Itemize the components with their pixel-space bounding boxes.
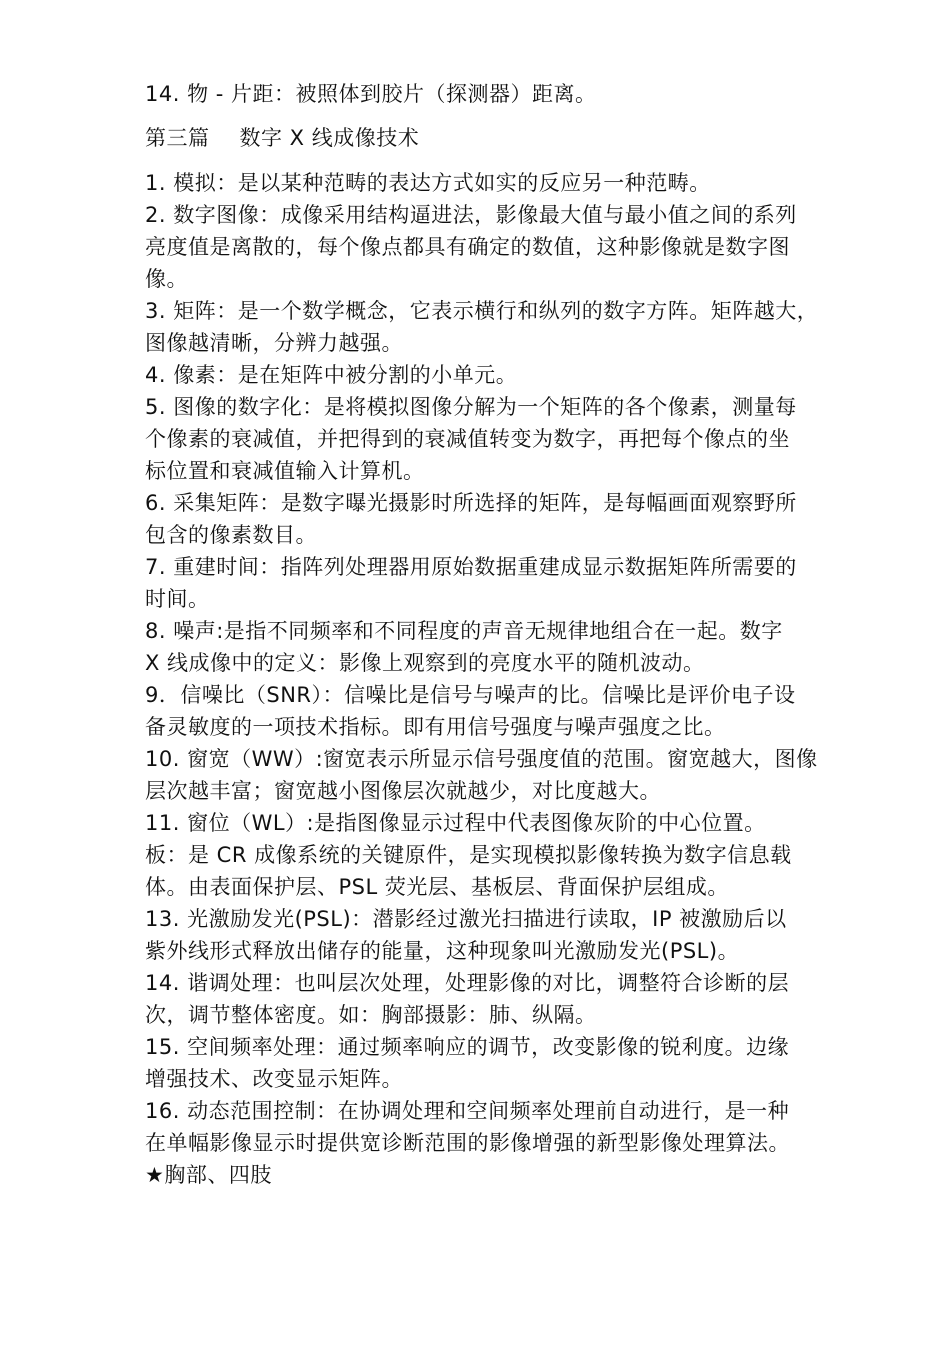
- definition-line: 1. 模拟：是以某种范畴的表达方式如实的反应另一种范畴。: [145, 171, 711, 195]
- definition-line: 层次越丰富；窗宽越小图像层次就越少，对比度越大。: [145, 779, 661, 803]
- section-title: 数字 X 线成像技术: [239, 126, 420, 150]
- definition-item: [145, 199, 835, 295]
- definition-item: [145, 839, 835, 903]
- definition-line: 11. 窗位（WL）:是指图像显示过程中代表图像灰阶的中心位置。: [145, 811, 766, 835]
- definition-item: [145, 903, 835, 967]
- definition-line: 像。: [145, 267, 188, 291]
- definition-line: 13. 光激励发光(PSL)：潜影经过激光扫描进行读取，IP 被激励后以: [145, 907, 787, 931]
- definition-line: 16. 动态范围控制：在协调处理和空间频率处理前自动进行，是一种: [145, 1099, 790, 1123]
- definition-line: 次，调节整体密度。如：胸部摄影：肺、纵隔。: [145, 1003, 597, 1027]
- definition-line: 5. 图像的数字化：是将模拟图像分解为一个矩阵的各个像素，测量每: [145, 395, 797, 419]
- definition-line: 紫外线形式释放出储存的能量，这种现象叫光激励发光(PSL)。: [145, 939, 740, 963]
- section-part: 第三篇: [145, 126, 210, 150]
- definition-list: [145, 167, 835, 1191]
- definition-item: [145, 1159, 835, 1191]
- definition-line: X 线成像中的定义：影像上观察到的亮度水平的随机波动。: [145, 651, 705, 675]
- intro-line: 14. 物 - 片距：被照体到胶片（探测器）距离。: [145, 82, 597, 106]
- definition-item: [145, 1095, 835, 1159]
- definition-item: [145, 295, 835, 359]
- definition-item: [145, 359, 835, 391]
- definition-item: [145, 615, 835, 679]
- definition-item: [145, 391, 835, 487]
- definition-item: [145, 167, 835, 199]
- definition-line: ★胸部、四肢: [145, 1163, 272, 1187]
- definition-item: [145, 1031, 835, 1095]
- definition-line: 15. 空间频率处理：通过频率响应的调节，改变影像的锐利度。边缘: [145, 1035, 790, 1059]
- definition-line: 时间。: [145, 587, 210, 611]
- definition-item: [145, 487, 835, 551]
- definition-line: 6. 采集矩阵：是数字曝光摄影时所选择的矩阵，是每幅画面观察野所: [145, 491, 797, 515]
- definition-line: 包含的像素数目。: [145, 523, 317, 547]
- section-heading: [145, 122, 419, 154]
- definition-line: 体。由表面保护层、PSL 荧光层、基板层、背面保护层组成。: [145, 875, 729, 899]
- definition-item: [145, 967, 835, 1031]
- definition-item: [145, 743, 835, 807]
- definition-line: 板：是 CR 成像系统的关键原件，是实现模拟影像转换为数字信息载: [145, 843, 792, 867]
- definition-line: 在单幅影像显示时提供宽诊断范围的影像增强的新型影像处理算法。: [145, 1131, 790, 1155]
- definition-line: 9．信噪比（SNR）：信噪比是信号与噪声的比。信噪比是评价电子设: [145, 683, 796, 707]
- definition-item: [145, 679, 835, 743]
- definition-item: [145, 551, 835, 615]
- definition-line: 3. 矩阵：是一个数学概念，它表示横行和纵列的数字方阵。矩阵越大，: [145, 299, 819, 323]
- definition-line: 7. 重建时间：指阵列处理器用原始数据重建成显示数据矩阵所需要的: [145, 555, 797, 579]
- definition-line: 增强技术、改变显示矩阵。: [145, 1067, 403, 1091]
- definition-item: [145, 807, 835, 839]
- definition-line: 14. 谐调处理：也叫层次处理，处理影像的对比，调整符合诊断的层: [145, 971, 790, 995]
- definition-line: 2. 数字图像：成像采用结构逼进法，影像最大值与最小值之间的系列: [145, 203, 797, 227]
- definition-line: 个像素的衰减值，并把得到的衰减值转变为数字，再把每个像点的坐: [145, 427, 790, 451]
- definition-line: 10. 窗宽（WW）:窗宽表示所显示信号强度值的范围。窗宽越大，图像: [145, 747, 818, 771]
- definition-line: 标位置和衰减值输入计算机。: [145, 459, 425, 483]
- definition-line: 备灵敏度的一项技术指标。即有用信号强度与噪声强度之比。: [145, 715, 726, 739]
- definition-line: 8. 噪声:是指不同频率和不同程度的声音无规律地组合在一起。数字: [145, 619, 783, 643]
- definition-line: 4. 像素：是在矩阵中被分割的小单元。: [145, 363, 518, 387]
- definition-line: 图像越清晰，分辨力越强。: [145, 331, 403, 355]
- definition-line: 亮度值是离散的，每个像点都具有确定的数值，这种影像就是数字图: [145, 235, 790, 259]
